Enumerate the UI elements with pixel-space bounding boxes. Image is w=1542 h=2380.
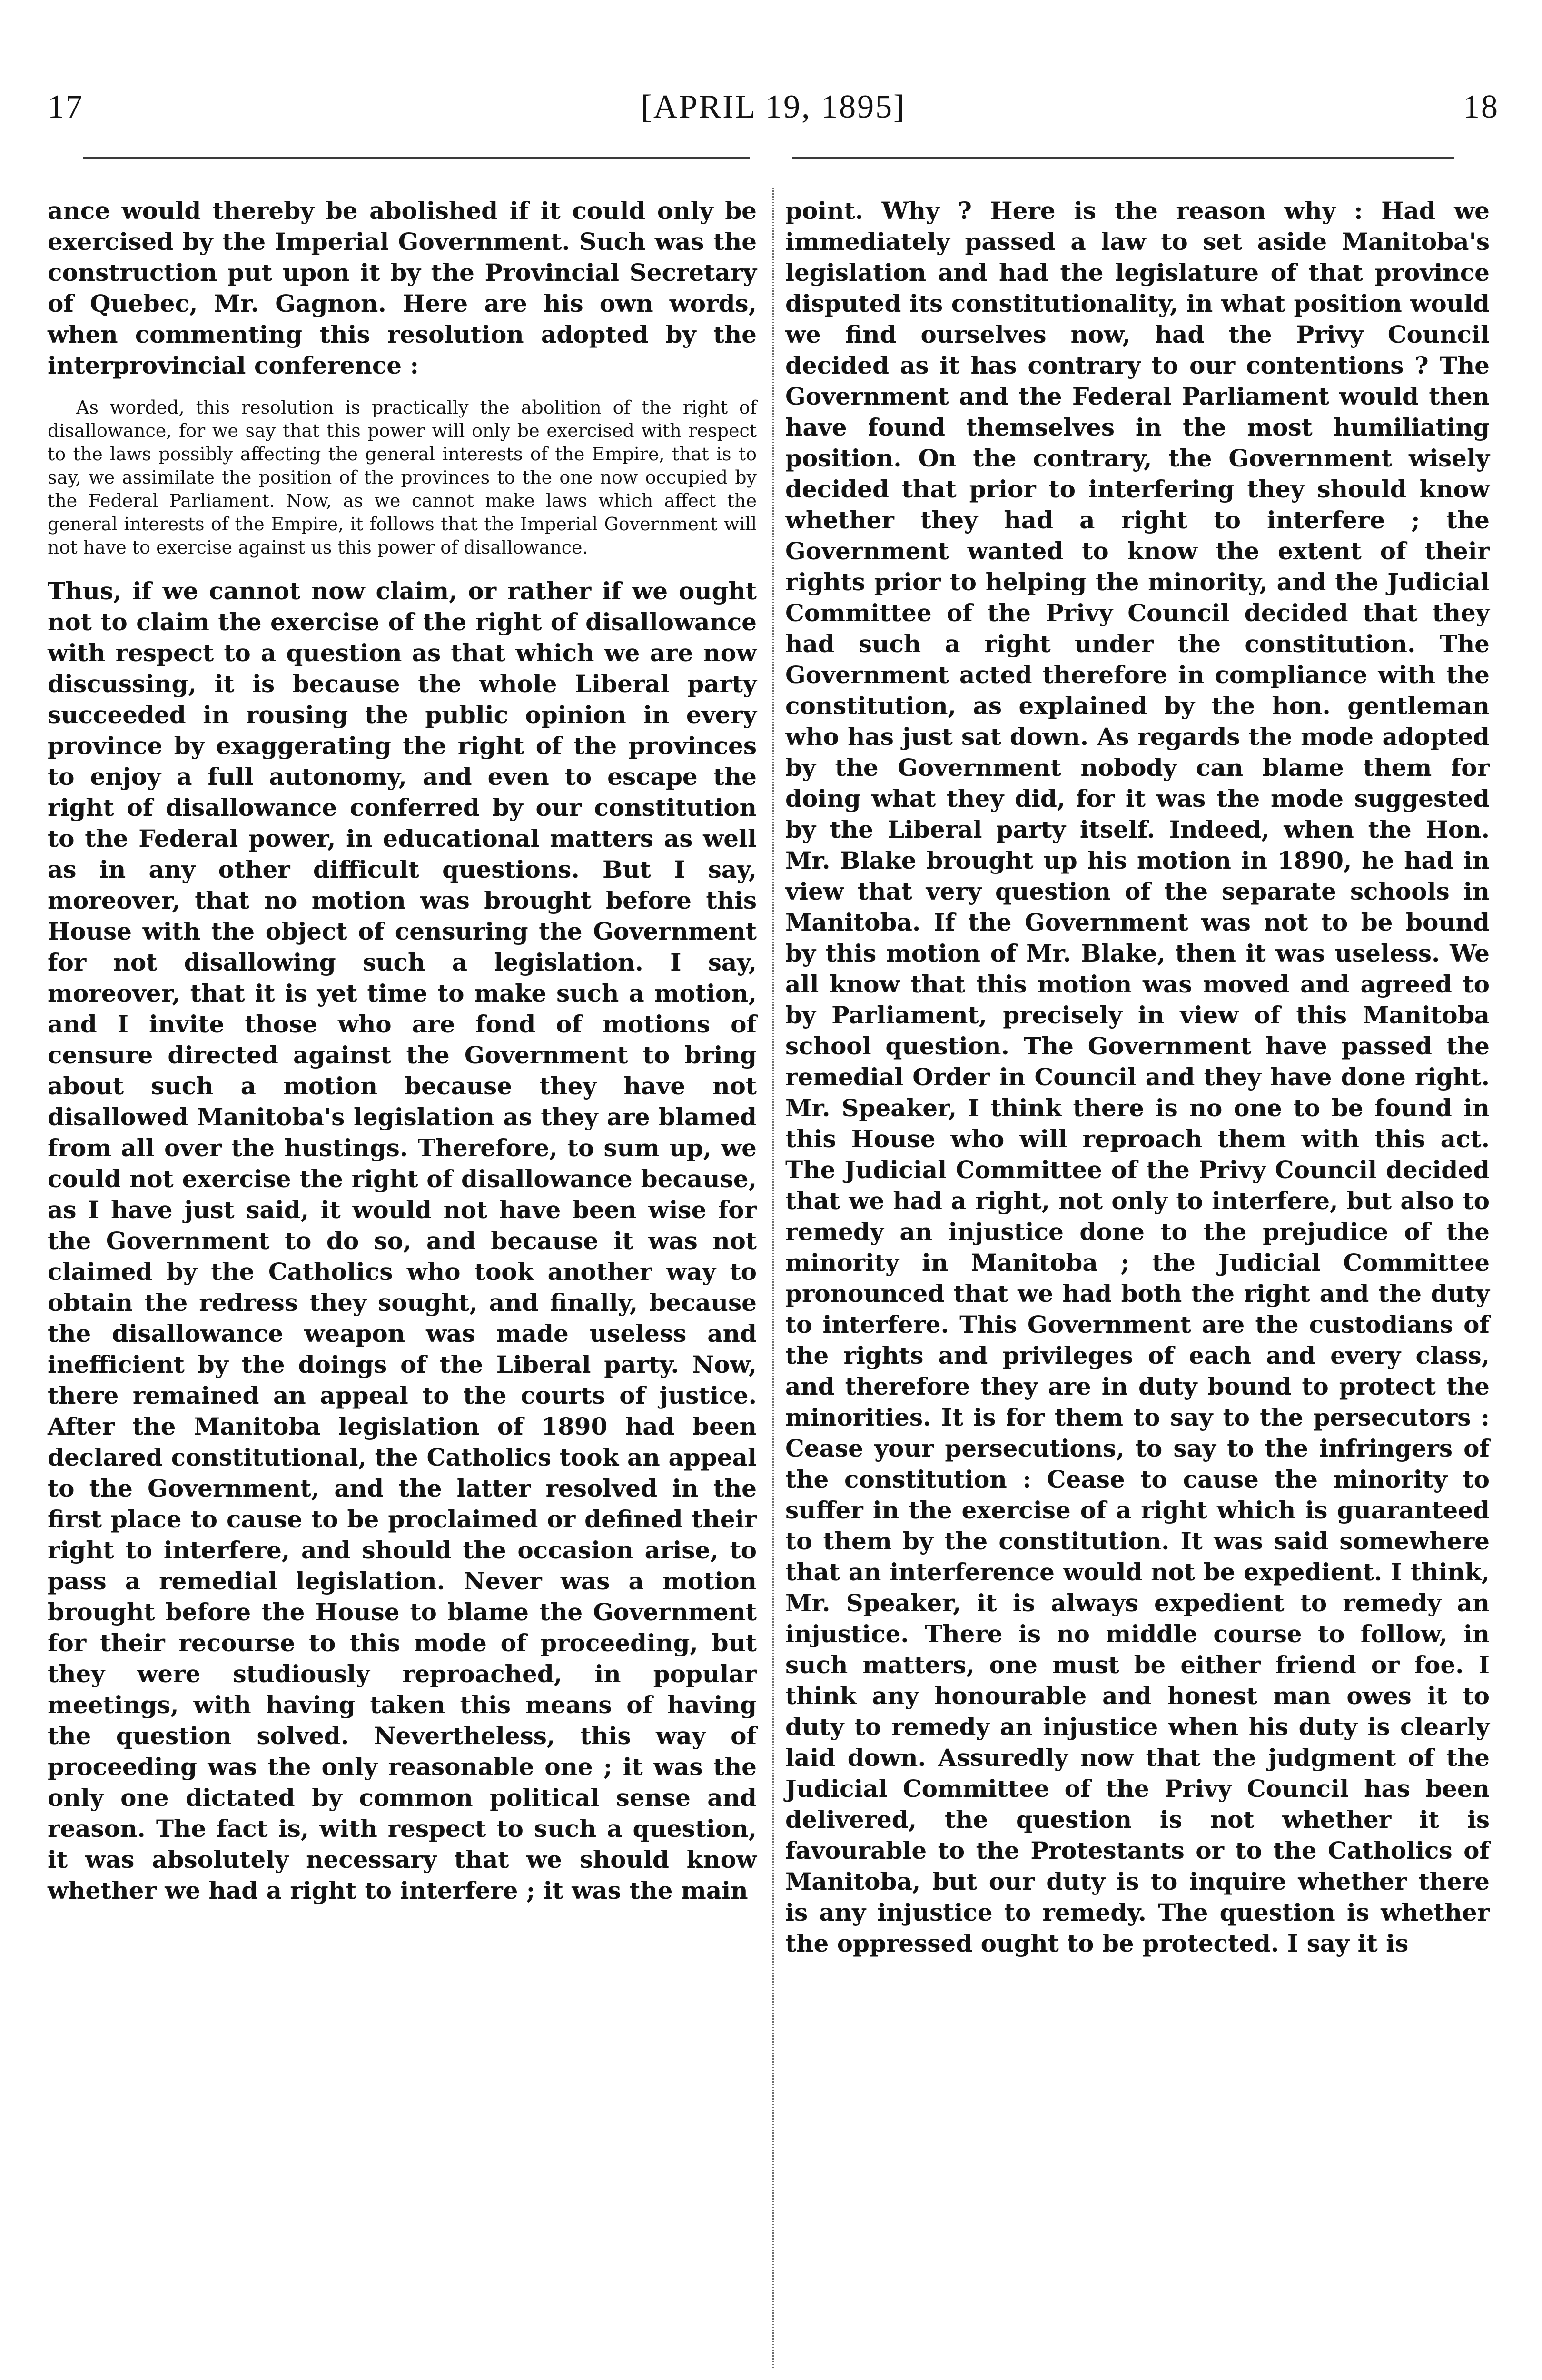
page-number-left: 17 xyxy=(48,89,84,125)
page-header xyxy=(48,88,1499,140)
page-number-right: 18 xyxy=(1463,89,1499,125)
column-divider xyxy=(772,188,774,2368)
left-paragraph-1: ance would thereby be abolished if it could only be exercised by the Imperial Government. Such was the construction put upon it by the Provincial Secretary of Quebec, Mr. Gagnon. Here are his own words, when commenting this resolution adopted by the interprovincial conference : xyxy=(48,197,757,379)
left-paragraph-2: Thus, if we cannot now claim, or rather if we ought not to claim the exercise of the right of disallowance with respect to a question as that which we are now discussing, it is because the whole Liberal party succeeded in rousing the public opinion in every province by exaggerating the right of the provinces to enjoy a full autonomy, and even to escape the right of disallowance conferred by our constitution to the Federal power, in educational matters as well as in any other difficult questions. But I say, moreover, that no motion was brought before this House with the object of censuring the Government for not disallowing such a legislation. I say, moreover, that it is yet time to make such a motion, and I invite those who are fond of motions of censure directed against the Government to bring about such a motion because they have not disallowed Manitoba's legislation as they are blamed from all over the hustings. Therefore, to sum up, we could not exercise the right of disallowance because, as I have just said, it would not have been wise for the Government to do so, and because it was not claimed by the Catholics who took another way to obtain the redress they sought, and finally, because the disallowance weapon was made useless and inefficient by the doings of the Liberal party. Now, there remained an appeal to the courts of justice. After the Manitoba legislation of 1890 had been declared constitutional, the Catholics took an appeal to the Government, and the latter resolved in the first place to cause to be proclaimed or defined their right to interfere, and should the occasion arise, to pass a remedial legislation. Never was a motion brought before the House to blame the Government for their recourse to this mode of proceeding, but they were studiously reproached, in popular meetings, with having taken this means of having the question solved. Nevertheless, this way of proceeding was the only reasonable one ; it was the only one dictated by common political sense and reason. The fact is, with respect to such a question, it was absolutely necessary that we should know whether we had a right to interfere ; it was the main xyxy=(48,577,757,1904)
quoted-passage xyxy=(48,396,757,559)
right-paragraph-1: point. Why ? Here is the reason why : Had we immediately passed a law to set aside Manitoba's legislation and had the legislature of that province disputed its constitutionality, in what position would we find ourselves now, had the Privy Council decided as it has contrary to our contentions ? The Government and the Federal Parliament would then have found themselves in the most humiliating position. On the contrary, the Government wisely decided that prior to interfering they should know whether they had a right to interfere ; the Government wanted to know the extent of their rights prior to helping the minority, and the Judicial Committee of the Privy Council decided that they had such a right under the constitution. The Government acted therefore in compliance with the constitution, as explained by the hon. gentleman who has just sat down. As regards the mode adopted by the Government nobody can blame them for doing what they did, for it was the mode suggested by the Liberal party itself. Indeed, when the Hon. Mr. Blake brought up his motion in 1890, he had in view that very question of the separate schools in Manitoba. If the Government was not to be bound by this motion of Mr. Blake, then it was useless. We all know that this motion was moved and agreed to by Parliament, precisely in view of this Manitoba school question. The Government have passed the remedial Order in Council and they have done right. Mr. Speaker, I think there is no one to be found in this House who will reproach them with this act. The Judicial Committee of the Privy Council decided that we had a right, not only to interfere, but also to remedy an injustice done to the prejudice of the minority in Manitoba ; the Judicial Committee pronounced that we had both the right and the duty to interfere. This Government are the custodians of the rights and privileges of each and every class, and therefore they are in duty bound to protect the minorities. It is for them to say to the persecutors : Cease your persecutions, to say to the infringers of the constitution : Cease to cause the minority to suffer in the exercise of a right which is guaranteed to them by the constitution. It was said somewhere that an interference would not be expedient. I think, Mr. Speaker, it is always expedient to remedy an injustice. There is no middle course to follow, in such matters, one must be either friend or foe. I think any honourable and honest man owes it to duty to remedy an injustice when his duty is clearly laid down. Assuredly now that the judgment of the Judicial Committee of the Privy Council has been delivered, the question is not whether it is favourable to the Protestants or to the Catholics of Manitoba, but our duty is to inquire whether there is any injustice to remedy. The question is whether the oppressed ought to be protected. I say it is xyxy=(785,197,1490,1957)
left-column xyxy=(48,195,757,1906)
header-rule-right xyxy=(792,157,1454,159)
quote-text: As worded, this resolution is practically the abolition of the right of disallowance, for we say that this power will only be exercised with respect to the laws possibly affecting the general interests of the Empire, that is to say, we assimilate the position of the provinces to the one now occupied by the Federal Parliament. Now, as we cannot make laws which affect the general interests of the Empire, it follows that the Imperial Government will not have to exercise against us this power of disallowance. xyxy=(48,397,757,558)
header-date: [APRIL 19, 1895] xyxy=(641,89,906,125)
right-column xyxy=(785,195,1490,1959)
header-rule-left xyxy=(83,157,750,159)
